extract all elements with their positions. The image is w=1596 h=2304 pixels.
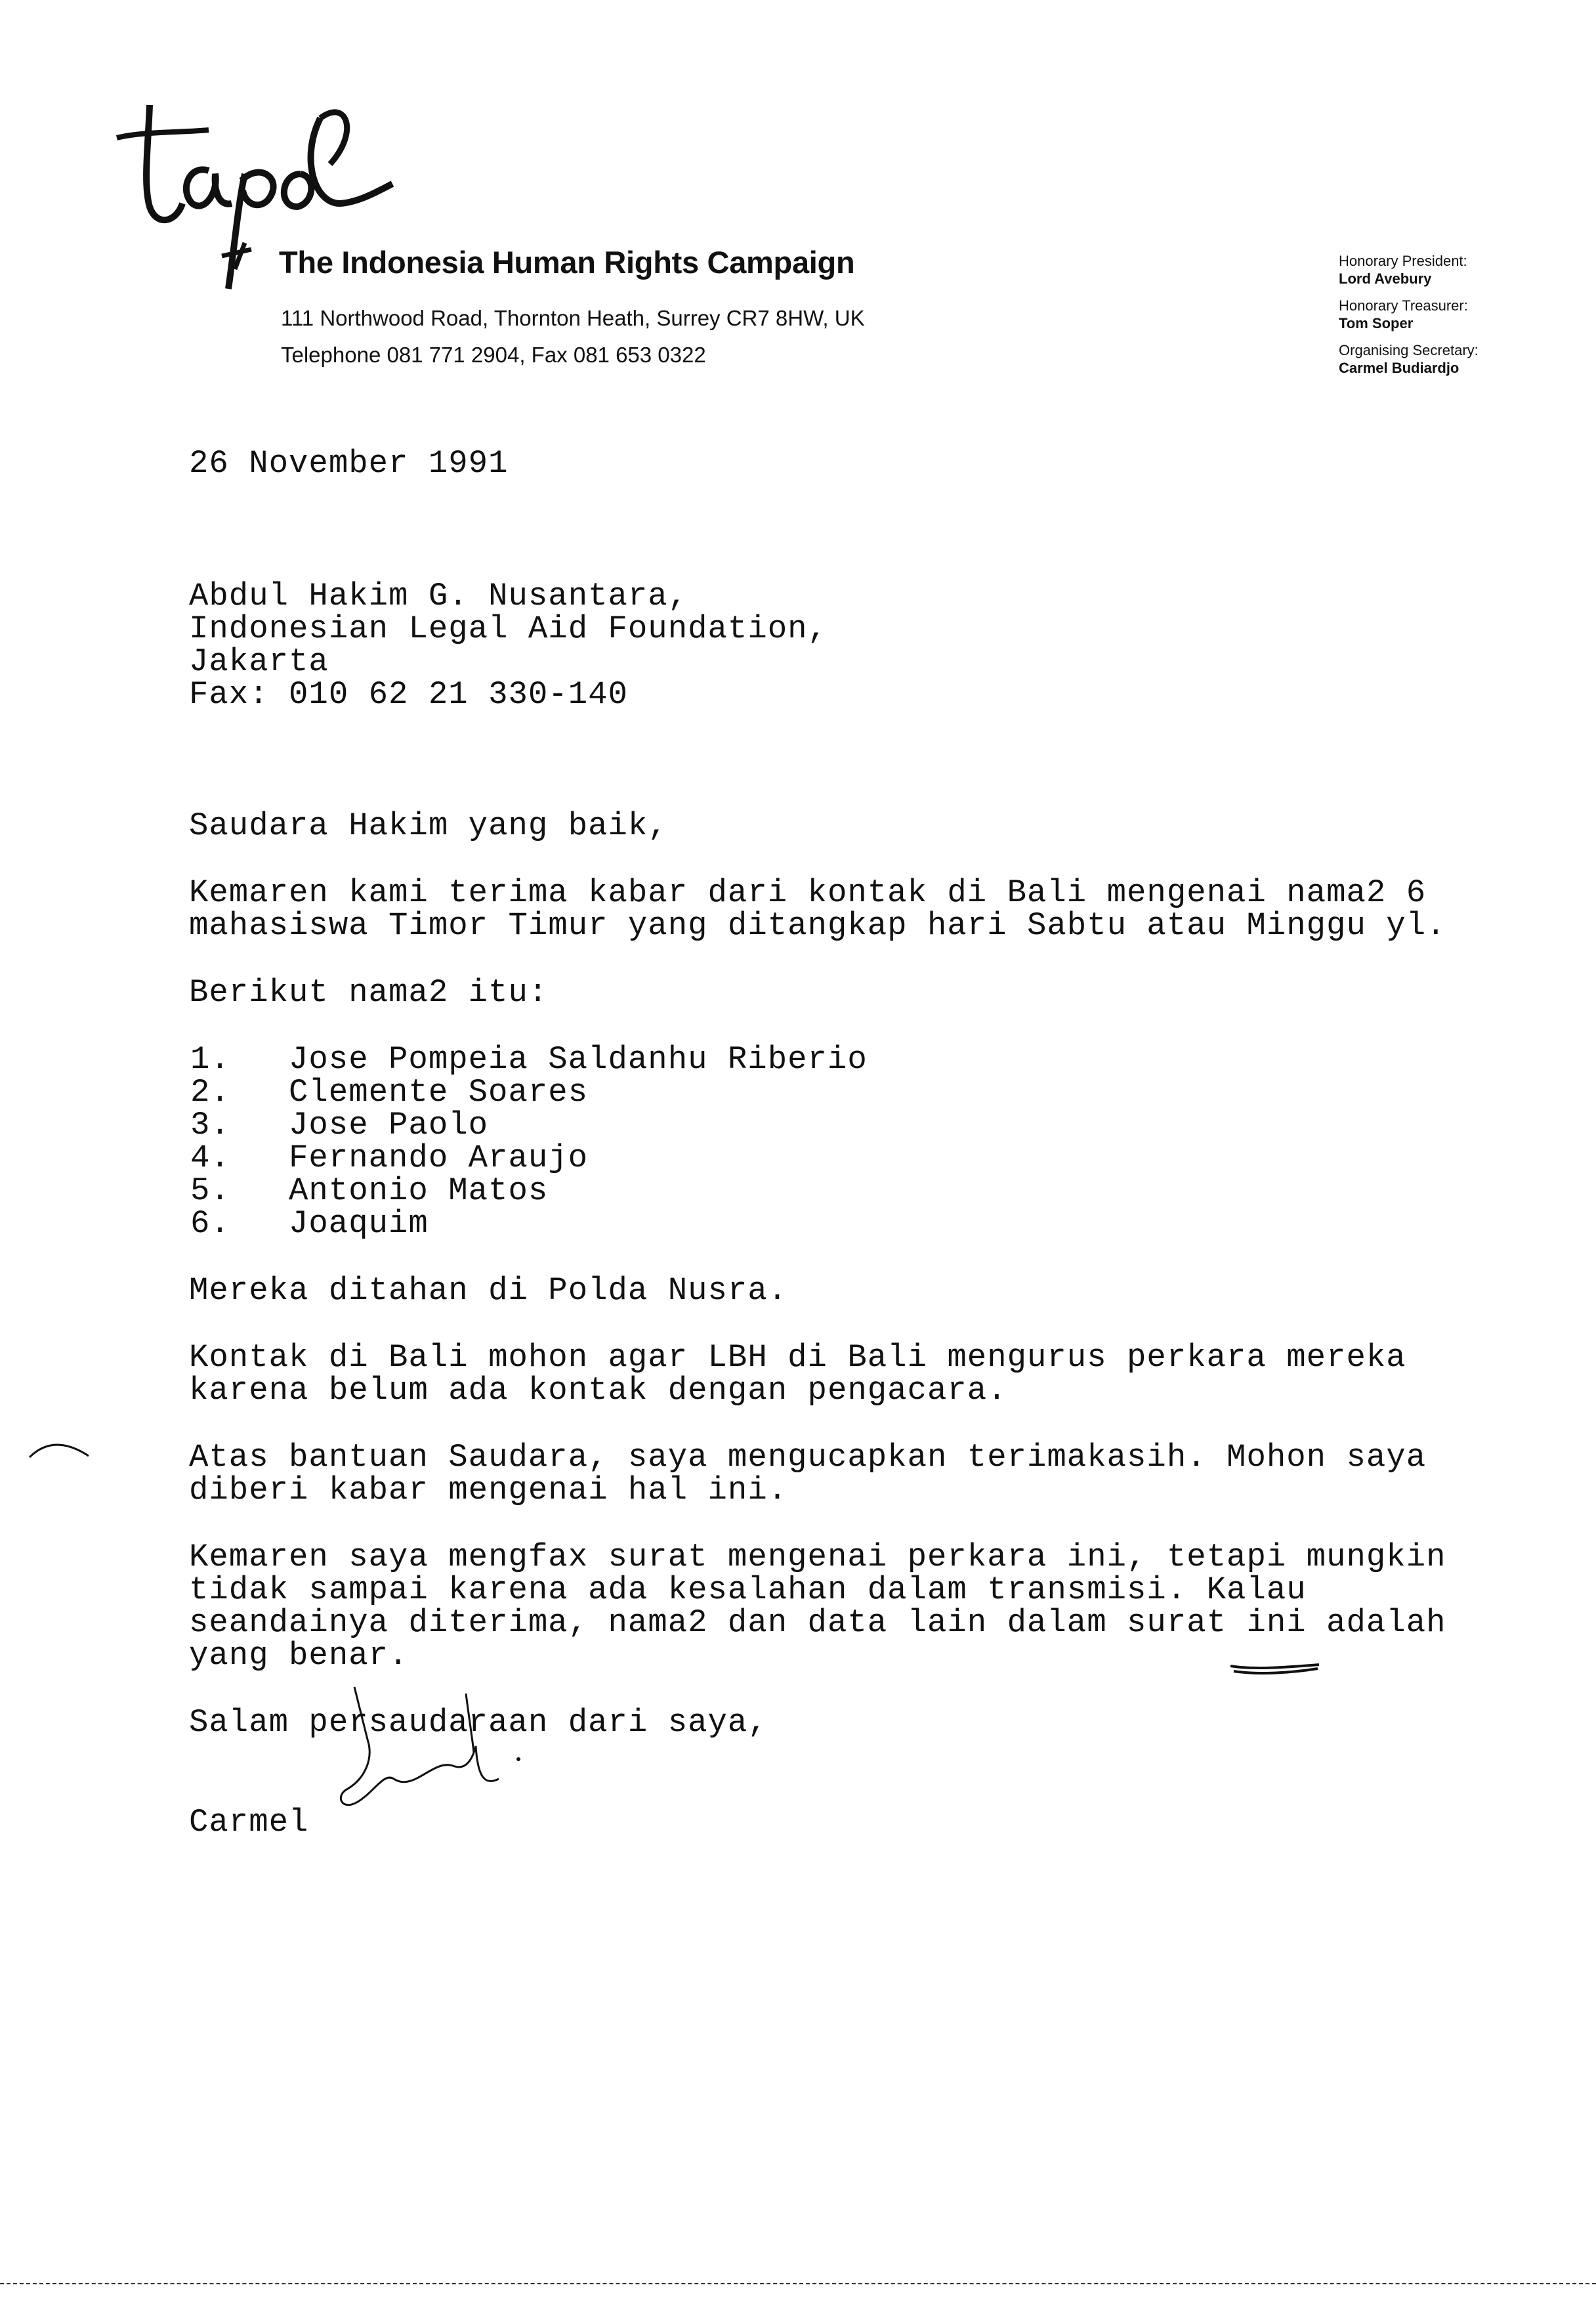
officer-name: Lord Avebury [1339,270,1432,287]
list-item-name: Fernando Araujo [289,1140,589,1176]
org-phone-fax: Telephone 081 771 2904, Fax 081 653 0322 [281,343,706,367]
list-number: 1. [190,1041,230,1078]
officer-role: Honorary President: [1339,253,1467,269]
handwritten-underline [1227,1661,1322,1678]
closing: Salam persaudaraan dari saya, [189,1704,768,1741]
paragraph-line: Kemaren saya mengfax surat mengenai perkara ini, tetapi mungkin [189,1539,1446,1575]
list-item-name: Jose Pompeia Saldanhu Riberio [289,1041,868,1078]
paragraph-line: Kontak di Bali mohon agar LBH di Bali mengurus perkara mereka [189,1339,1406,1376]
list-number: 3. [190,1107,230,1143]
org-name: The Indonesia Human Rights Campaign [279,245,855,280]
recipient-org: Indonesian Legal Aid Foundation, [189,610,828,647]
signature [328,1680,545,1825]
org-address: 111 Northwood Road, Thornton Heath, Surrey CR7 8HW, UK [281,306,865,330]
paragraph-line: Mereka ditahan di Polda Nusra. [189,1272,788,1309]
paragraph-line: seandainya diterima, nama2 dan data lain dalam surat ini adalah [189,1604,1446,1641]
officer-name: Tom Soper [1339,315,1414,331]
signoff-name: Carmel [189,1804,309,1841]
list-number: 2. [190,1074,230,1111]
paragraph-line: Kemaren kami terima kabar dari kontak di Bali mengenai nama2 6 [189,874,1427,911]
officers-list [1339,252,1479,386]
page-bottom-rule [0,2283,1596,2288]
list-intro: Berikut nama2 itu: [189,974,549,1011]
paragraph-line: Atas bantuan Saudara, saya mengucapkan terimakasih. Mohon saya [189,1439,1427,1476]
list-item-name: Jose Paolo [289,1107,489,1143]
paragraph-line: tidak sampai karena ada kesalahan dalam transmisi. Kalau [189,1571,1307,1608]
paragraph-line: yang benar. [189,1637,409,1674]
recipient-city: Jakarta [189,643,329,680]
list-number: 4. [190,1140,230,1176]
list-item-name: Clemente Soares [289,1074,589,1111]
officer-name: Carmel Budiardjo [1339,360,1460,376]
paragraph-line: mahasiswa Timor Timur yang ditangkap hari Sabtu atau Minggu yl. [189,907,1446,944]
recipient-name: Abdul Hakim G. Nusantara, [189,578,688,614]
list-item-name: Joaquim [289,1205,429,1242]
margin-mark [26,1438,92,1464]
officer-role: Honorary Treasurer: [1339,297,1468,314]
salutation: Saudara Hakim yang baik, [189,807,668,844]
logo-text: tapol [104,92,105,93]
paragraph-line: karena belum ada kontak dengan pengacara. [189,1372,1007,1409]
list-number: 5. [190,1172,230,1209]
letter-date: 26 November 1991 [189,445,509,482]
list-item-name: Antonio Matos [289,1172,549,1209]
officer-role: Organising Secretary: [1339,342,1479,358]
list-number: 6. [190,1205,230,1242]
recipient-fax: Fax: 010 62 21 330-140 [189,676,628,713]
paragraph-line: diberi kabar mengenai hal ini. [189,1472,788,1508]
